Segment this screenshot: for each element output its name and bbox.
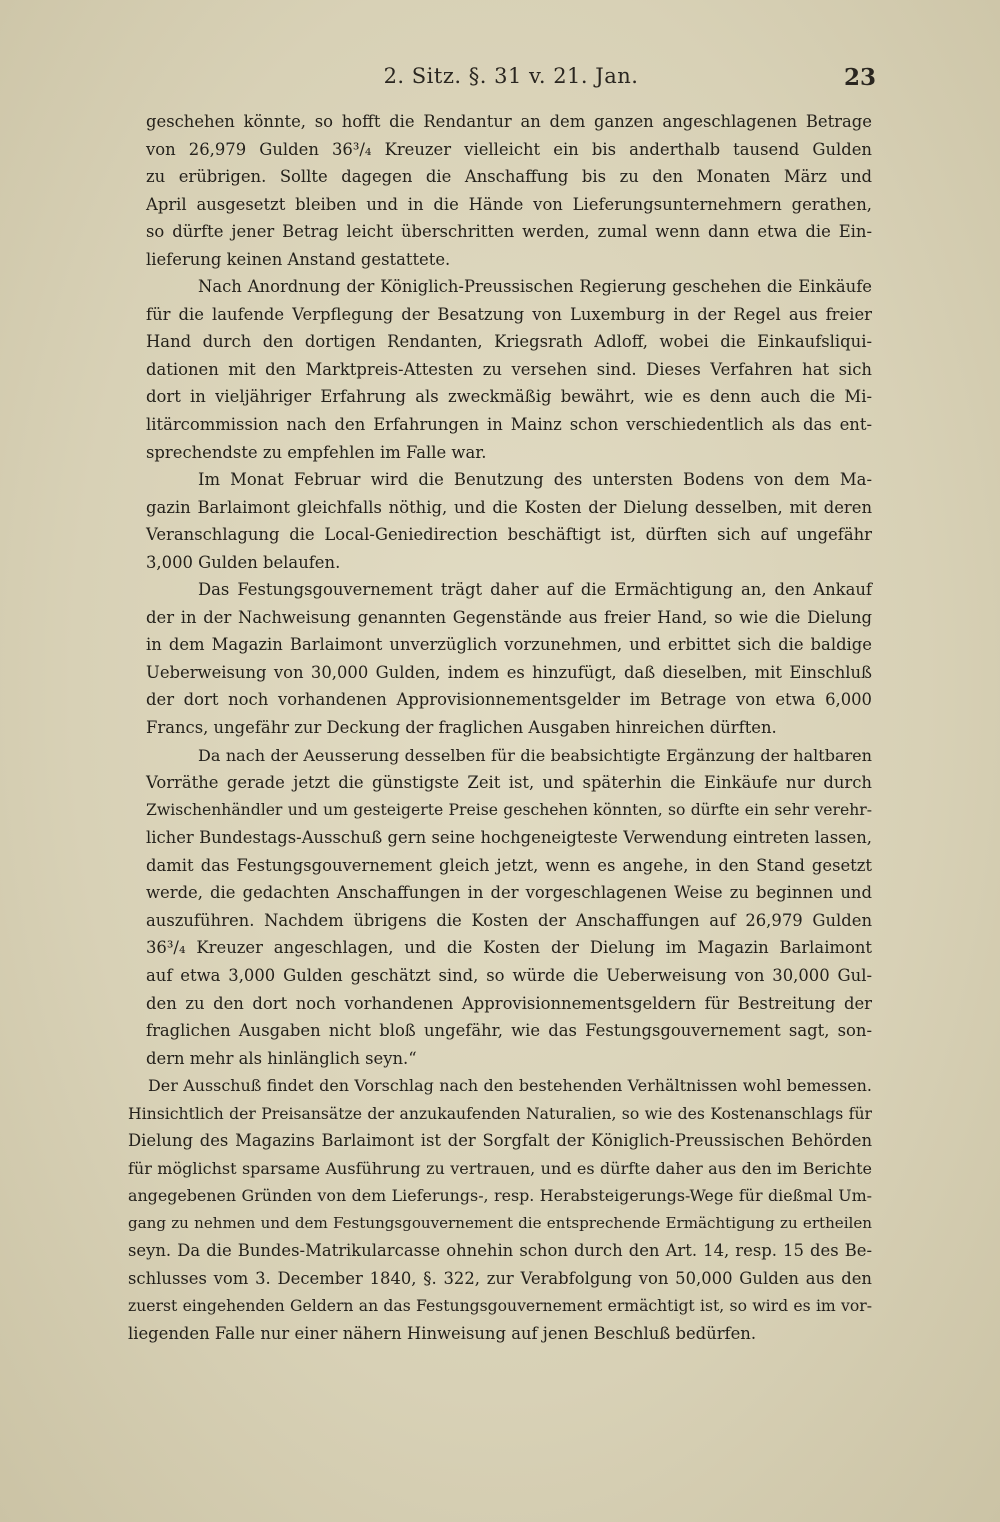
- paragraph: [146, 108, 872, 273]
- text-line: auszuführen. Nachdem übrigens die Kosten der Anschaffungen auf 26,979 Gulden: [146, 910, 872, 930]
- text-line: von 26,979 Gulden 36³/₄ Kreuzer vielleicht ein bis anderthalb tausend Gulden: [146, 139, 872, 159]
- text-line: Vorräthe gerade jetzt die günstigste Zeit ist, und späterhin die Einkäufe nur durch: [146, 773, 872, 793]
- text-line: 3,000 Gulden belaufen.: [146, 552, 341, 572]
- page-header: [146, 64, 876, 96]
- text-line: schlusses vom 3. December 1840, §. 322, zur Verabfolgung von 50,000 Gulden aus den: [128, 1268, 872, 1288]
- paragraph: [146, 273, 872, 466]
- paragraph: [146, 466, 872, 576]
- text-line: damit das Festungsgouvernement gleich jetzt, wenn es angehe, in den Stand gesetzt: [146, 855, 872, 875]
- text-line: fraglichen Ausgaben nicht bloß ungefähr, wie das Festungsgouvernement sagt, son-: [146, 1021, 872, 1041]
- text-line: so dürfte jener Betrag leicht überschritten werden, zumal wenn dann etwa die Ein-: [146, 222, 872, 242]
- text-line: Hinsichtlich der Preisansätze der anzukaufenden Naturalien, so wie des Kostenanschlags für: [128, 1103, 872, 1123]
- text-line: in dem Magazin Barlaimont unverzüglich vorzunehmen, und erbittet sich die baldige: [146, 635, 872, 655]
- text-line: liegenden Falle nur einer nähern Hinweisung auf jenen Beschluß bedürfen.: [128, 1324, 757, 1344]
- text-line: 36³/₄ Kreuzer angeschlagen, und die Kosten der Dielung im Magazin Barlaimont: [146, 938, 872, 958]
- text-line: licher Bundestags-Ausschuß gern seine hochgeneigteste Verwendung eintreten lassen,: [146, 828, 872, 848]
- paragraph: [146, 576, 872, 741]
- text-line: werde, die gedachten Anschaffungen in der vorgeschlagenen Weise zu beginnen und: [146, 883, 872, 903]
- text-line: Zwischenhändler und um gesteigerte Preise geschehen könnten, so dürfte ein sehr verehr-: [146, 800, 872, 819]
- text-line: der dort noch vorhandenen Approvisionnementsgelder im Betrage von etwa 6,000: [146, 690, 872, 710]
- running-title: 2. Sitz. §. 31 v. 21. Jan.: [383, 64, 639, 88]
- text-line: Der Ausschuß findet den Vorschlag nach den bestehenden Verhältnissen wohl bemessen.: [148, 1076, 872, 1096]
- text-line: Francs, ungefähr zur Deckung der fraglichen Ausgaben hinreichen dürften.: [146, 718, 777, 738]
- paragraph: [128, 1072, 872, 1347]
- text-line: Hand durch den dortigen Rendanten, Kriegsrath Adloff, wobei die Einkaufsliqui-: [146, 332, 872, 352]
- text-line: Nach Anordnung der Königlich-Preussischen Regierung geschehen die Einkäufe: [198, 277, 872, 297]
- text-line: zu erübrigen. Sollte dagegen die Anschaffung bis zu den Monaten März und: [146, 167, 872, 187]
- text-line: Veranschlagung die Local-Geniedirection beschäftigt ist, dürften sich auf ungefähr: [146, 525, 872, 545]
- text-line: Dielung des Magazins Barlaimont ist der Sorgfalt der Königlich-Preussischen Behörden: [128, 1131, 872, 1151]
- text-line: gang zu nehmen und dem Festungsgouvernement die entsprechende Ermächtigung zu ertheilen: [128, 1213, 872, 1232]
- text-line: für möglichst sparsame Ausführung zu vertrauen, und es dürfte daher aus den im Berichte: [128, 1158, 872, 1178]
- text-line: lieferung keinen Anstand gestattete.: [146, 249, 451, 269]
- text-line: April ausgesetzt bleiben und in die Hände von Lieferungsunternehmern gerathen,: [146, 194, 872, 214]
- text-line: litärcommission nach den Erfahrungen in Mainz schon verschiedentlich als das ent-: [146, 415, 872, 435]
- page-number: 23: [843, 64, 876, 91]
- text-line: Das Festungsgouvernement trägt daher auf die Ermächtigung an, den Ankauf: [198, 580, 872, 600]
- text-line: der in der Nachweisung genannten Gegenstände aus freier Hand, so wie die Dielung: [146, 607, 872, 627]
- text-line: gazin Barlaimont gleichfalls nöthig, und die Kosten der Dielung desselben, mit deren: [146, 497, 872, 517]
- text-line: Da nach der Aeusserung desselben für die beabsichtigte Ergänzung der haltbaren: [198, 745, 872, 765]
- text-line: dationen mit den Marktpreis-Attesten zu versehen sind. Dieses Verfahren hat sich: [146, 359, 872, 379]
- text-line: dort in vieljähriger Erfahrung als zweckmäßig bewährt, wie es denn auch die Mi-: [146, 387, 872, 407]
- text-line: auf etwa 3,000 Gulden geschätzt sind, so würde die Ueberweisung von 30,000 Gul-: [146, 965, 872, 985]
- body-text: [128, 108, 872, 1348]
- text-line: Im Monat Februar wird die Benutzung des untersten Bodens von dem Ma-: [198, 470, 872, 490]
- text-line: sprechendste zu empfehlen im Falle war.: [146, 442, 487, 462]
- text-line: angegebenen Gründen von dem Lieferungs-, resp. Herabsteigerungs-Wege für dießmal Um-: [128, 1186, 872, 1206]
- text-line: geschehen könnte, so hofft die Rendantur an dem ganzen angeschlagenen Betrage: [146, 112, 872, 131]
- paragraph: [146, 742, 872, 1073]
- text-line: seyn. Da die Bundes-Matrikularcasse ohnehin schon durch den Art. 14, resp. 15 des Be-: [128, 1241, 872, 1261]
- text-line: den zu den dort noch vorhandenen Approvisionnementsgeldern für Bestreitung der: [146, 993, 872, 1013]
- text-line: zuerst eingehenden Geldern an das Festungsgouvernement ermächtigt ist, so wird es im vor-: [128, 1296, 872, 1315]
- text-line: für die laufende Verpflegung der Besatzung von Luxemburg in der Regel aus freier: [146, 304, 872, 324]
- text-line: Ueberweisung von 30,000 Gulden, indem es hinzufügt, daß dieselben, mit Einschluß: [146, 662, 872, 682]
- text-line: dern mehr als hinlänglich seyn.“: [146, 1048, 417, 1068]
